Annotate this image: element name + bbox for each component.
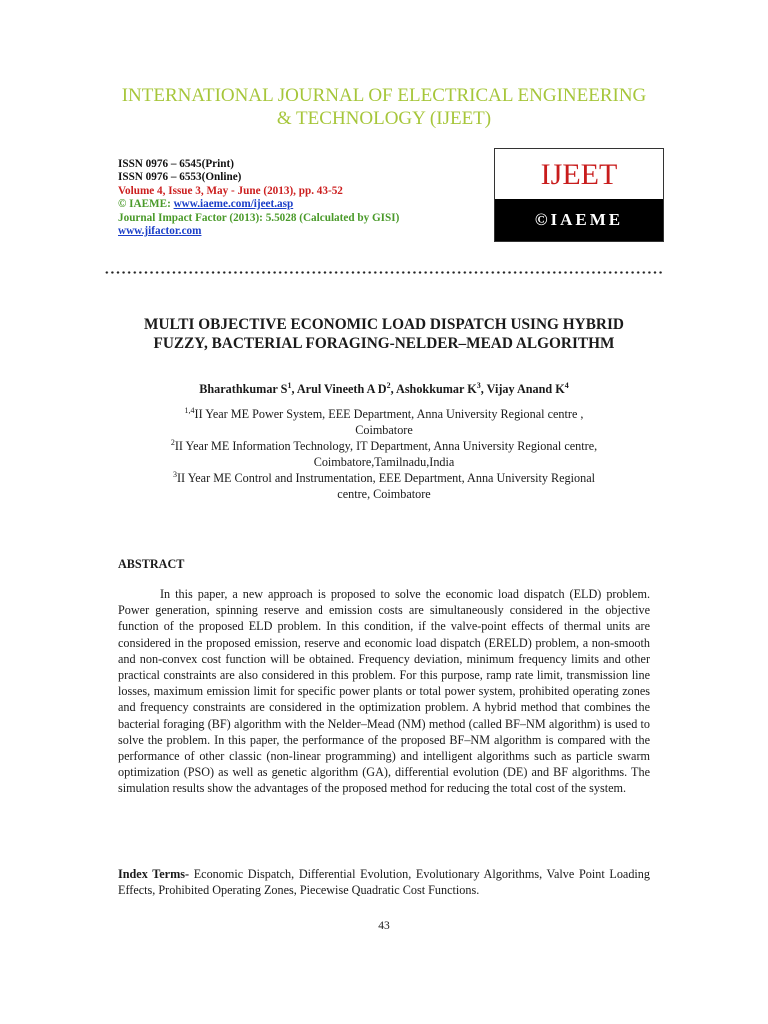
page-number: 43 bbox=[378, 920, 390, 932]
affiliation-sup: 2 bbox=[170, 437, 175, 447]
iaeme-line bbox=[118, 198, 498, 211]
author-separator: , bbox=[480, 382, 487, 396]
author-name: Bharathkumar S bbox=[199, 382, 288, 396]
issn-print: ISSN 0976 – 6545(Print) bbox=[118, 158, 234, 170]
affiliation-line2: centre, Coimbatore bbox=[337, 487, 431, 501]
author-name: Arul Vineeth A D bbox=[296, 382, 387, 396]
ijeet-logo bbox=[494, 148, 664, 242]
affiliation bbox=[118, 406, 650, 422]
paper-title-line2: FUZZY, BACTERIAL FORAGING-NELDER–MEAD ALGORITHM bbox=[153, 334, 615, 352]
logo-ijeet-text: IJEET bbox=[540, 158, 618, 191]
affiliation-sup: 3 bbox=[172, 469, 177, 479]
journal-title bbox=[60, 84, 708, 130]
author-sup: 2 bbox=[386, 380, 391, 390]
index-terms-label: Index Terms- bbox=[118, 867, 190, 881]
jifactor-link[interactable]: www.jifactor.com bbox=[118, 225, 202, 238]
jifactor-line bbox=[118, 225, 498, 238]
affiliations bbox=[118, 406, 650, 502]
author-sup: 1 bbox=[287, 380, 292, 390]
author-name: Vijay Anand K bbox=[486, 382, 565, 396]
paper-title bbox=[90, 316, 678, 353]
affiliation bbox=[118, 438, 650, 454]
journal-title-line2: & TECHNOLOGY (IJEET) bbox=[276, 108, 492, 129]
dotted-divider bbox=[104, 271, 664, 274]
iaeme-link[interactable]: www.iaeme.com/ijeet.asp bbox=[173, 198, 294, 211]
impact-factor: Journal Impact Factor (2013): 5.5028 (Calculated by GISI) bbox=[118, 211, 400, 224]
affiliation-line2: Coimbatore,Tamilnadu,India bbox=[313, 455, 455, 469]
journal-title-line1: INTERNATIONAL JOURNAL OF ELECTRICAL ENGINEERING bbox=[121, 85, 647, 106]
author-list bbox=[90, 382, 678, 397]
author-name: Ashokkumar K bbox=[396, 382, 477, 396]
logo-iaeme-text: ©IAEME bbox=[495, 199, 663, 241]
abstract-body: In this paper, a new approach is proposed to solve the economic load dispatch (ELD) problem. Power generation, spinning reserve and emission costs are simultaneously considered in the objective function of the proposed ELD problem. In this condition, if the valve-point effects of thermal units are considered in the proposed emission, reserve and economic load dispatch (ERELD) problem, a non-smooth and non-convex cost function will be obtained. Frequency deviation, minimum frequency limits and other practical constraints are also considered in this problem. For this purpose, ramp rate limit, transmission line losses, maximum emission limit for specific power plants or total power system, prohibited operating zones and frequency constraints are considered in the optimization problem. A hybrid method that combines the bacterial foraging (BF) algorithm with the Nelder–Mead (NM) method (called BF–NM algorithm) is used to solve the problem. In this paper, the performance of the proposed BF–NM algorithm is compared with the performance of other classic (non-linear programming) and intelligent algorithms such as particle swarm optimization (PSO) as well as genetic algorithm (GA), differential evolution (DE) and BF algorithms. The simulation results show the advantages of the proposed method for reducing the total cost of the system. bbox=[118, 587, 650, 796]
affiliation-line1: II Year ME Control and Instrumentation, EEE Department, Anna University Regional bbox=[176, 471, 595, 485]
issn-online: ISSN 0976 – 6553(Online) bbox=[118, 171, 242, 184]
affiliation bbox=[118, 470, 650, 486]
author-separator: , bbox=[390, 382, 397, 396]
affiliation-line1: II Year ME Information Technology, IT Department, Anna University Regional centre, bbox=[174, 439, 598, 453]
iaeme-prefix: © IAEME: bbox=[118, 198, 174, 211]
index-terms bbox=[118, 866, 650, 898]
author-separator: , bbox=[291, 382, 297, 396]
volume-info: Volume 4, Issue 3, May - June (2013), pp. 43-52 bbox=[118, 184, 343, 197]
abstract-heading: ABSTRACT bbox=[118, 557, 185, 571]
affiliation-line1: II Year ME Power System, EEE Department, Anna University Regional centre , bbox=[194, 407, 584, 421]
index-terms-text: Economic Dispatch, Differential Evolution, Evolutionary Algorithms, Valve Point Loading Effects, Prohibited Operating Zones, Piecewise Quadratic Cost Functions. bbox=[118, 867, 650, 898]
journal-meta bbox=[118, 158, 498, 238]
affiliation-sup: 1,4 bbox=[184, 405, 195, 415]
author-sup: 3 bbox=[476, 380, 481, 390]
author-sup: 4 bbox=[564, 380, 569, 390]
paper-title-line1: MULTI OBJECTIVE ECONOMIC LOAD DISPATCH USING HYBRID bbox=[144, 316, 624, 333]
affiliation-line2: Coimbatore bbox=[355, 423, 413, 437]
